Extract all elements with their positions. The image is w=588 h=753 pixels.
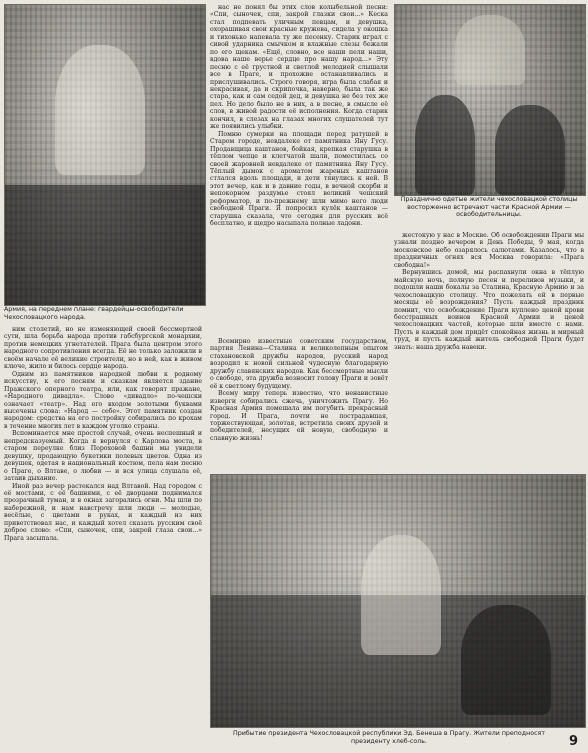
text-column-right (394, 232, 584, 468)
page-number: 9 (568, 734, 578, 749)
paragraph: жестокую у нас в Москве. Об освобождении Праги мы узнали поздно вечером в День Победы, 9 мая, когда московское небо озарялось салютами. Казалось, что в праздничных огнях вся Москва говорила: «Прага свободна!» (394, 232, 584, 269)
text-column-top-middle (210, 4, 388, 334)
paragraph: Одним из памятников народной любви к родному искусству, к его песням и сказкам является здание Пражского оперного театра, или, как говорят пражане, «Народного дивадла». Слово «дивадло» по-чешски означает «театр». Над его входом золотыми буквами высечены слова: «Народ — себе». Этот памятник создан народом: средства на его постройку собирались по крохам в течение многих лет в каждом уголке страны. (4, 370, 202, 430)
photo-president-arrival (210, 474, 586, 728)
text-column-middle (210, 338, 388, 468)
caption-bottom: Прибытие президента Чехословацкой республики Эд. Бенеша в Прагу. Жители преподносят президенту хлеб-соль. (232, 730, 546, 745)
paragraph: Иной раз вечер растекался над Влтавой. Над городом с её мостами, с её башнями, с её дворцами поднимался прозрачный туман, и в окнах загорались огни. Мы шли по набережной, и нам навстречу шли люди — молодые, весёлые, с цветами в руках, и каждый из них приветствовал нас, и каждый хотел сказать русским своё доброе слово: «Спи, сыночек, спи, закрой глаза свои...» Прага засыпала. (4, 482, 202, 542)
paragraph: ним столетий, но не изменяющей своей бессмертной сути, шла борьба народа против габсбургской монархии, против немецких угнетателей. Прага была центром этого народного сопротивления всегда. Её не только заложили в своём начале её великие строители, но в ней, как в живом ключе, жило и билось сердце народа. (4, 326, 202, 371)
paragraph: Помню сумерки на площади перед ратушей в Старом городе, невдалеке от памятника Яну Гусу. Продавщица каштанов, бойкая, крепкая старушка в тёплом чепце и клетчатой шали, поместилась со своей жаровней невдалеке от памятника Яну Гусу. Тёплый дымок с ароматом жареных каштанов стлался вдоль площади, и дети тянулись к ней. В этот вечер, как и в давние годы, в вечной скорби и непокорном раздумье стоял великий чешский реформатор, и по-прежнему шли мимо него люди свободной Праги. Я попросил кулёк каштанов — старушка сказала, что сегодня для русских всё бесплатно, и щедро насыпала полные ладони. (210, 130, 388, 228)
caption-top-left: Армия, на переднем плане: гвардейцы-освободители Чехословацкого народа. (4, 306, 184, 321)
photo-army-on-square (4, 4, 206, 306)
paragraph: Всемирно известные советским государством, партия Ленина—Сталина и великолепным опытом стахановской дружбы народов, русский народ возродил к новой сильной чудесную благодарную дружбу славянских народов. Как бессмертные мысли о свободе, эта дружба возносит голову Праги и зовёт её к светлому будущему. (210, 338, 388, 390)
paragraph: Вспоминается мне простой случай, очень неспешный и непредсказуемый. Когда я вернулся с Карлова моста, в старом переулке близ Пороховой башни мы увидели девушку, продающую букетики полевых цветов. Одна из девушек, одетая в национальный костюм, пела нам песню о Праге, о Влтаве, о любви — и вся улица слушала её, затаив дыхание. (4, 430, 202, 483)
photo-citizens-greeting (394, 4, 586, 196)
paragraph: Вернувшись домой, мы распахнули окна в тёплую майскую ночь, полную песен и переливов музыки, и подошли наши бокалы за Сталина, Красную Армию и за чехословацкую столицу. Что пожелать ей в первые месяцы её возрождения? Пусть каждый праздник помнит, что освобождение Праги куплено ценой крови бесстрашных воинов Красной Армии и ценой чехословацких частей, которые шли вместе с нами. Пусть в каждый дом придёт спокойная жизнь и мирный труд, и пусть каждый житель свободной Праги будет знать: наша дружба навеки. (394, 269, 584, 351)
caption-top-right: Празднично одетые жители чехословацкой столицы восторженно встречают части Красной Армии — освободительницы. (400, 196, 578, 219)
paragraph: Всему миру теперь известно, что ненавистные изверги собирались сжечь, уничтожить Прагу. Но Красная Армия помешала им погубить прекрасный город. И Прага, почти не пострадавшая, торжествующая, золотая, встретила своих друзей и победителей, несущих ей новую, свободную и славную жизнь! (210, 390, 388, 442)
text-column-bottom-left (4, 326, 202, 726)
paragraph: нас не понял бы этих слов колыбельной песни: «Спи, сыночек, спи, закрой глазки свои...» Кеска стал подпевать уличным певцам, и девушка, охорашивая свои красные кружева, сидела у окошка и тихонько напевала ту же песенку. Старик играл с сивой ударника смычком и влажные слезы бежали по его щекам. «Ещё, словно, все наши пели наши, вдова наше верье сердце про нашу народ...» Эту песню с её грустной и светлой мелодией слышали все в Праге, и прохожие останавливались и прислушивались. Строго говоря, игра была слабая и некрасивая, да и скрипочка, наверно, была так же стара, как и сам седой дед, и девушка не без тех же пел. Но дело было не в них, а в песне, в смысле её слов, в живой радости её исполнения. Когда старик кончил, в слезах на глазах многих слушателей тут же появились улыбки. (210, 4, 388, 131)
